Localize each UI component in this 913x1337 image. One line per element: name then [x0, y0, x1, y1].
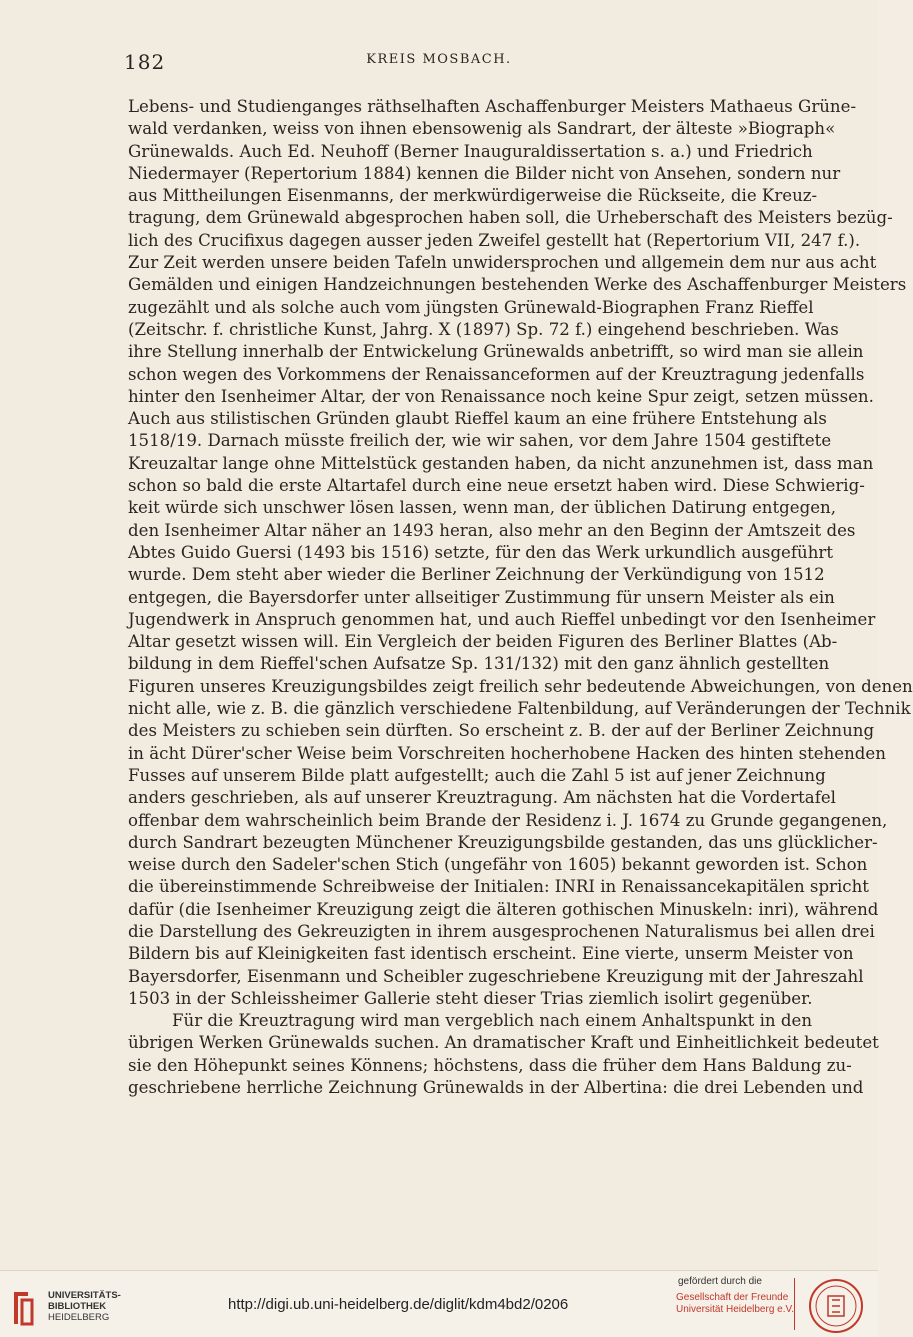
text-line: geschriebene herrliche Zeichnung Grünewalds in der Albertina: die drei Lebenden und — [128, 1078, 864, 1098]
text-line: Altar gesetzt wissen will. Ein Vergleich der beiden Figuren des Berliner Blattes (Ab- — [128, 632, 838, 652]
text-line: Auch aus stilistischen Gründen glaubt Rieffel kaum an eine frühere Entstehung als — [128, 409, 827, 429]
text-line: Kreuzaltar lange ohne Mittelstück gestanden haben, da nicht anzunehmen ist, dass man — [128, 453, 874, 473]
text-line: aus Mittheilungen Eisenmanns, der merkwürdigerweise die Rückseite, die Kreuz- — [128, 186, 818, 206]
text-line: übrigen Werken Grünewalds suchen. An dramatischer Kraft und Einheitlichkeit bedeutet — [128, 1033, 879, 1053]
text-line: durch Sandrart bezeugten Münchener Kreuzigungsbilde gestanden, das uns glücklicher- — [128, 832, 878, 852]
text-line: Fusses auf unserem Bilde platt aufgestellt; auch die Zahl 5 ist auf jener Zeichnung — [128, 765, 826, 785]
text-line: Figuren unseres Kreuzigungsbildes zeigt freilich sehr bedeutende Abweichungen, von denen — [128, 676, 913, 696]
text-line: tragung, dem Grünewald abgesprochen haben soll, die Urheberschaft des Meisters bezüg- — [128, 208, 893, 228]
text-line: nicht alle, wie z. B. die gänzlich verschiedene Faltenbildung, auf Veränderungen der Technik — [128, 699, 911, 719]
university-seal-icon — [808, 1278, 864, 1334]
text-line: zugezählt und als solche auch vom jüngsten Grünewald-Biographen Franz Rieffel — [128, 297, 814, 317]
text-line: Lebens- und Studienganges räthselhaften Aschaffenburger Meisters Mathaeus Grüne- — [128, 97, 857, 116]
text-line: Niedermayer (Repertorium 1884) kennen die Bilder nicht von Ansehen, sondern nur — [128, 163, 841, 183]
text-line: die Darstellung des Gekreuzigten in ihrem ausgesprochenen Naturalismus bei allen drei — [128, 921, 875, 941]
text-line: bildung in dem Rieffel'schen Aufsatze Sp. 131/132) mit den ganz ähnlich gestellten — [128, 654, 830, 674]
text-line: Für die Kreuztragung wird man vergeblich nach einem Anhaltspunkt in den — [172, 1011, 813, 1031]
text-line: offenbar dem wahrscheinlich beim Brande der Residenz i. J. 1674 zu Grunde gegangenen, — [128, 810, 888, 830]
text-line: (Zeitschr. f. christliche Kunst, Jahrg. X (1897) Sp. 72 f.) eingehend beschrieben. Was — [128, 319, 839, 339]
body-text — [128, 96, 913, 1099]
text-line: schon wegen des Vorkommens der Renaissanceformen auf der Kreuztragung jedenfalls — [128, 364, 865, 384]
text-line: wurde. Dem steht aber wieder die Berliner Zeichnung der Verkündigung von 1512 — [128, 565, 825, 585]
text-line: des Meisters zu schieben sein dürften. So erscheint z. B. der auf der Berliner Zeichnung — [128, 721, 875, 741]
text-line: ihre Stellung innerhalb der Entwickelung Grünewalds anbetrifft, so wird man sie allein — [128, 342, 864, 362]
funded-by-label: gefördert durch die — [678, 1276, 762, 1287]
text-line: die übereinstimmende Schreibweise der Initialen: INRI in Renaissancekapitälen spricht — [128, 877, 869, 897]
text-line: keit würde sich unschwer lösen lassen, wenn man, der üblichen Datirung entgegen, — [128, 498, 836, 518]
text-line: sie den Höhepunkt seines Könnens; höchstens, dass die früher dem Hans Baldung zu- — [128, 1055, 852, 1075]
text-line: Gemälden und einigen Handzeichnungen bestehenden Werke des Aschaffenburger Meisters — [128, 275, 907, 295]
text-line: Zur Zeit werden unsere beiden Tafeln unwidersprochen und allgemein dem nur aus acht — [128, 253, 877, 273]
text-line: Grünewalds. Auch Ed. Neuhoff (Berner Inauguraldissertation s. a.) und Friedrich — [128, 141, 813, 161]
text-line: wald verdanken, weiss von ihnen ebensowenig als Sandrart, der älteste »Biograph« — [128, 119, 836, 139]
paragraph-2 — [128, 1010, 879, 1099]
society-name: Gesellschaft der Freunde Universität Heidelberg e.V. — [676, 1292, 795, 1315]
text-line: den Isenheimer Altar näher an 1493 heran, also mehr an den Beginn der Amtszeit des — [128, 520, 856, 540]
text-line: entgegen, die Bayersdorfer unter allseitiger Zustimmung für unsern Meister als ein — [128, 587, 835, 607]
page-number: 182 — [124, 50, 166, 74]
text-line: in ächt Dürer'scher Weise beim Vorschreiten hocherhobene Hacken des hinten stehenden — [128, 743, 886, 763]
text-line: Abtes Guido Guersi (1493 bis 1516) setzte, für den das Werk urkundlich ausgeführt — [128, 542, 833, 562]
text-line: Bildern bis auf Kleinigkeiten fast identisch erscheint. Eine vierte, unserm Meister von — [128, 944, 854, 964]
running-head: KREIS MOSBACH. — [366, 52, 512, 67]
library-name: UNIVERSITÄTS- BIBLIOTHEK HEIDELBERG — [48, 1290, 121, 1323]
text-line: schon so bald die erste Altartafel durch eine neue ersetzt haben wird. Diese Schwierig- — [128, 476, 865, 496]
text-line: dafür (die Isenheimer Kreuzigung zeigt die älteren gothischen Minuskeln: inri), während — [128, 899, 879, 919]
university-library-logo-icon — [8, 1288, 38, 1328]
text-line: Bayersdorfer, Eisenmann und Scheibler zugeschriebene Kreuzigung mit der Jahreszahl — [128, 966, 864, 986]
text-line: Jugendwerk in Anspruch genommen hat, und auch Rieffel unbedingt vor den Isenheimer — [128, 609, 876, 629]
text-line: 1518/19. Darnach müsste freilich der, wie wir sahen, vor dem Jahre 1504 gestiftete — [128, 431, 832, 451]
text-line: weise durch den Sadeler'schen Stich (ungefähr von 1605) bekannt geworden ist. Schon — [128, 855, 868, 875]
source-url-link[interactable]: http://digi.ub.uni-heidelberg.de/diglit/kdm4bd2/0206 — [228, 1296, 569, 1313]
text-line: 1503 in der Schleissheimer Gallerie steht dieser Trias ziemlich isolirt gegenüber. — [128, 988, 813, 1008]
paragraph-1 — [128, 96, 913, 1010]
text-line: anders geschrieben, als auf unserer Kreuztragung. Am nächsten hat die Vordertafel — [128, 788, 836, 808]
footer-divider — [794, 1278, 795, 1330]
text-line: hinter den Isenheimer Altar, der von Renaissance noch keine Spur zeigt, setzen müssen. — [128, 386, 874, 406]
text-line: lich des Crucifixus dagegen ausser jeden Zweifel gestellt hat (Repertorium VII, 247 f.). — [128, 230, 861, 250]
